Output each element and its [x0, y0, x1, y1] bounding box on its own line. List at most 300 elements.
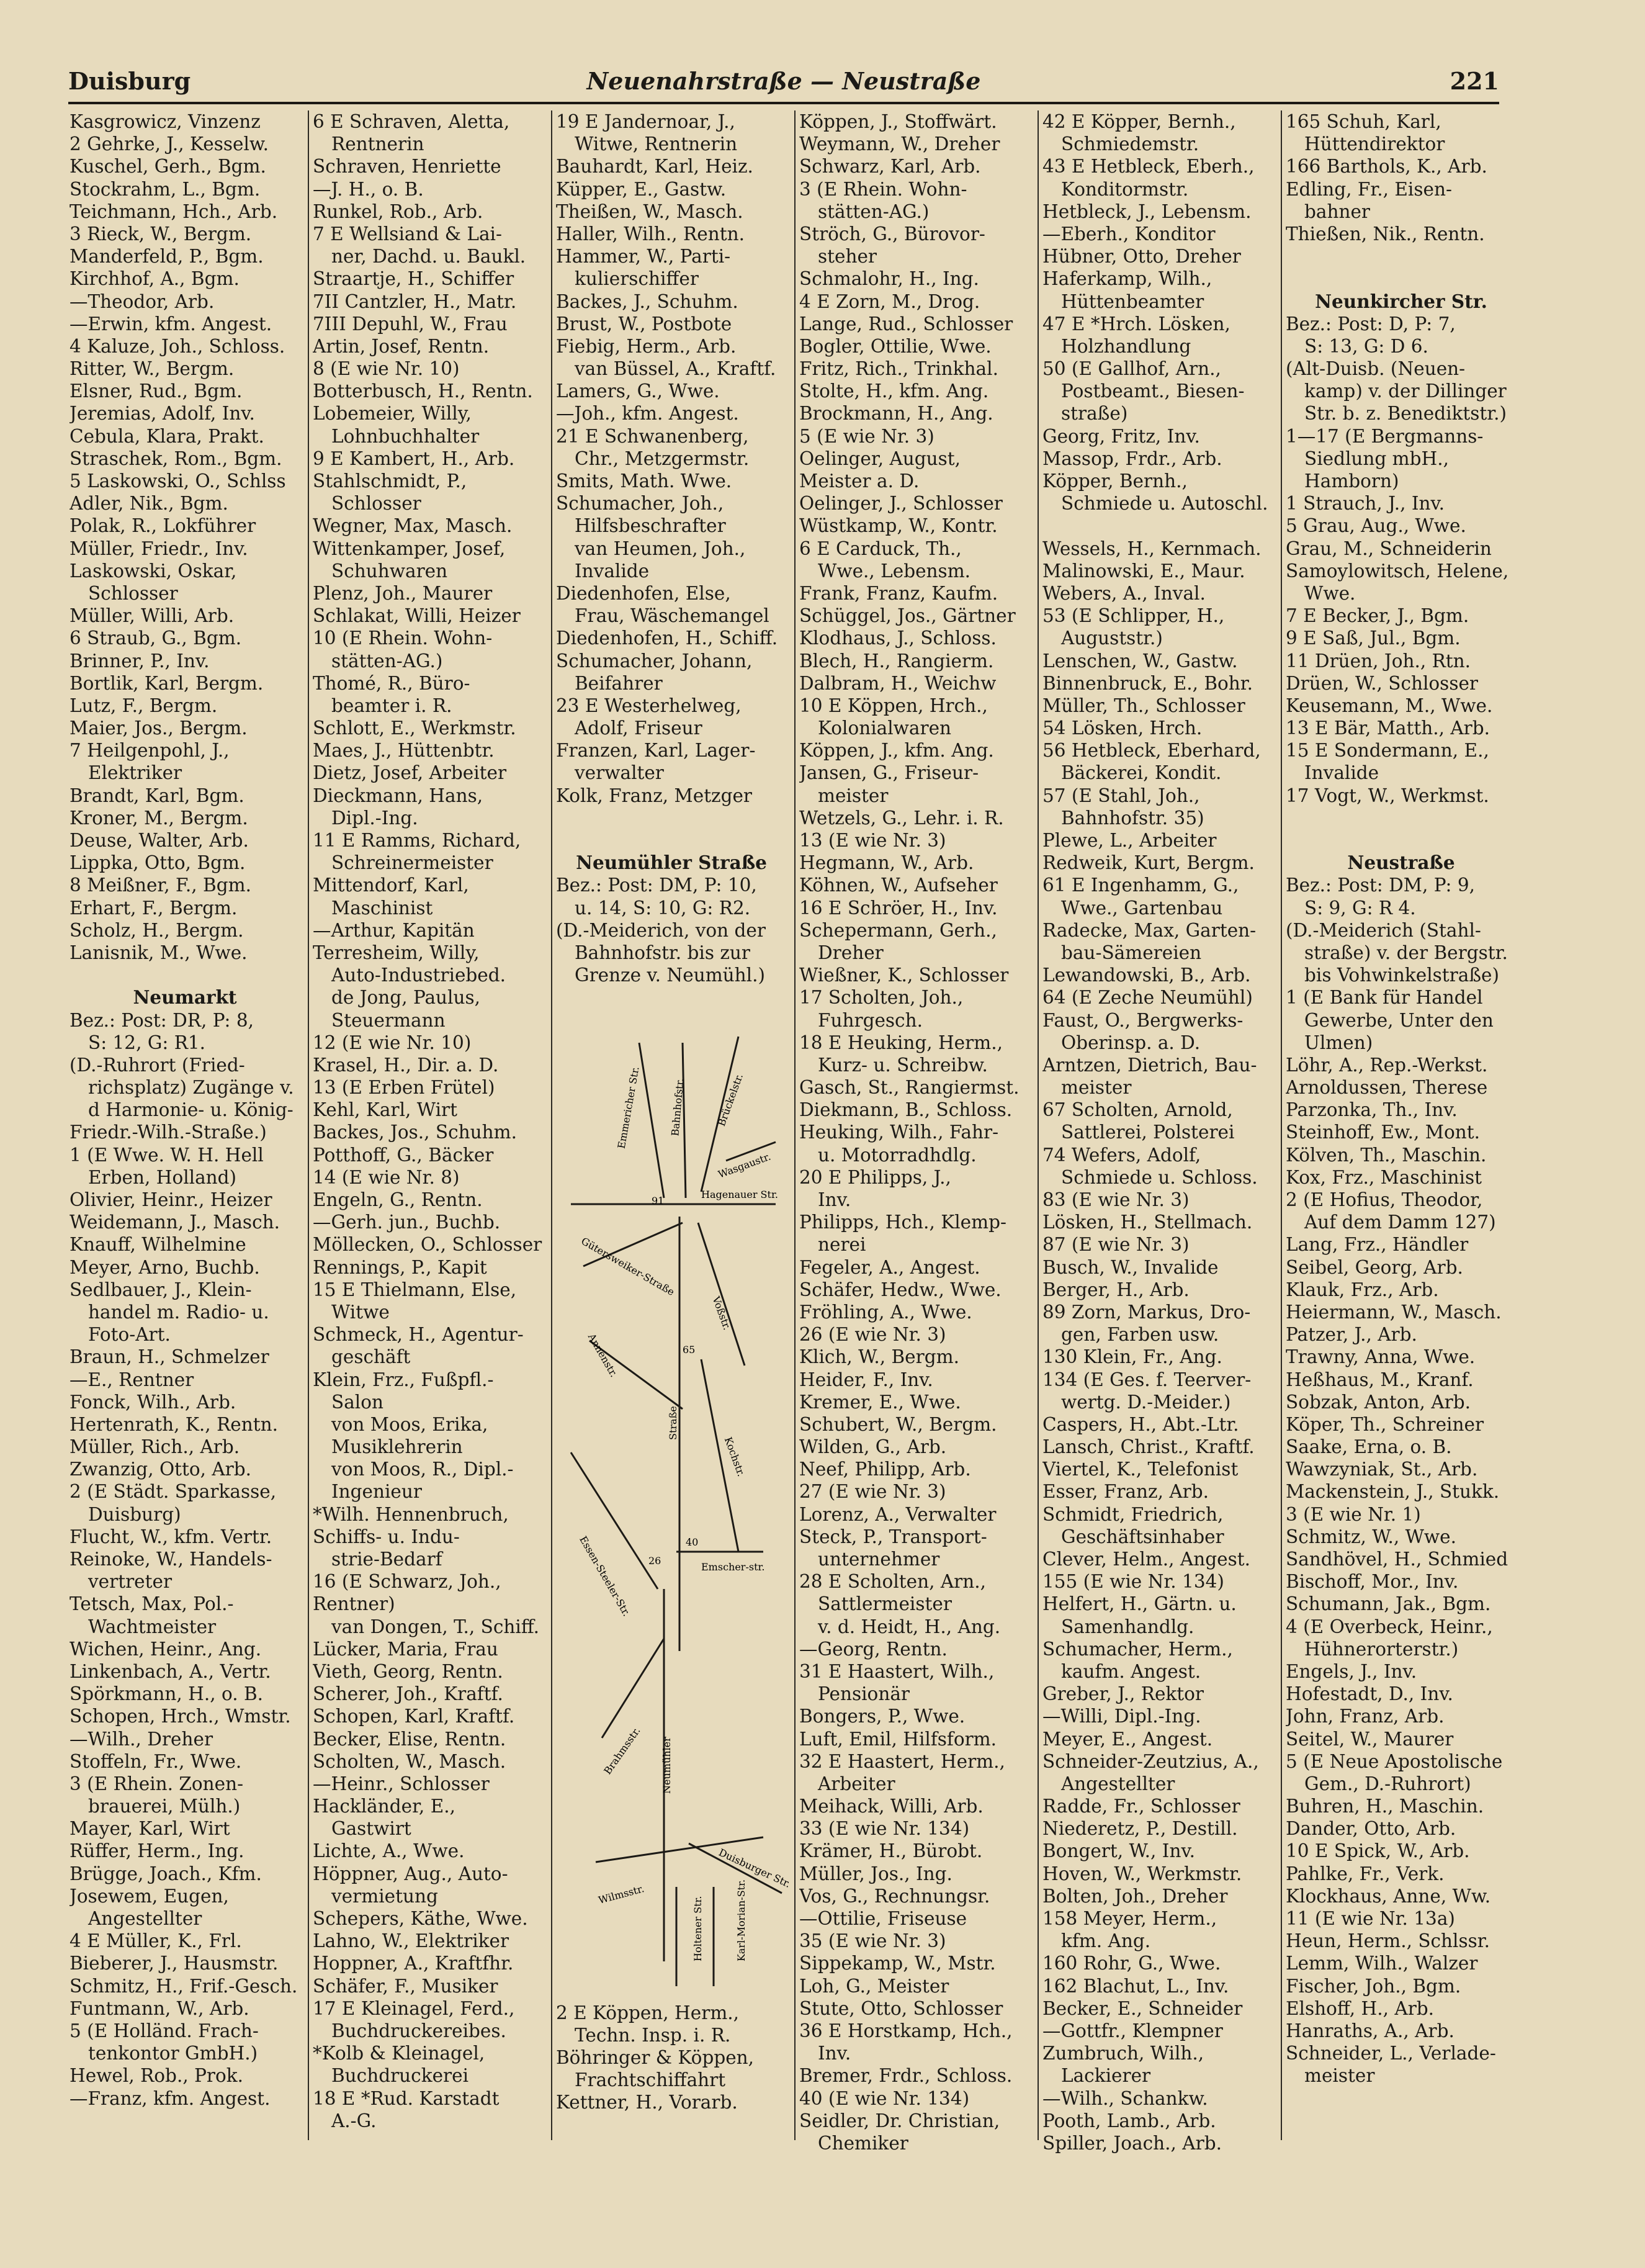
directory-entry: Sobzak, Anton, Arb.: [1286, 1391, 1471, 1413]
column-6: [1286, 110, 1517, 2087]
directory-entry: strie-Bedarf: [331, 1549, 442, 1570]
directory-entry: Radecke, Max, Garten-: [1042, 919, 1257, 941]
directory-entry: Buhren, H., Maschin.: [1286, 1796, 1484, 1817]
directory-entry: —J. H., o. B.: [313, 178, 424, 200]
directory-entry: 7 Heilgenpohl, J.,: [69, 740, 230, 762]
directory-entry: Mittendorf, Karl,: [313, 875, 469, 896]
directory-entry: kulierschiffer: [575, 268, 699, 290]
directory-entry: 4 E Zorn, M., Drog.: [799, 290, 980, 312]
column-divider: [1038, 110, 1039, 2140]
directory-entry: Straschek, Rom., Bgm.: [69, 448, 282, 469]
directory-entry: 11 Drüen, Joh., Rtn.: [1286, 650, 1471, 672]
directory-entry: Plewe, L., Arbeiter: [1042, 830, 1217, 851]
directory-entry: Stockrahm, L., Bgm.: [69, 178, 261, 200]
directory-entry: Meyer, Arno, Buchb.: [69, 1256, 260, 1278]
directory-entry: 5 Laskowski, O., Schlss: [69, 470, 286, 492]
directory-entry: Sippekamp, W., Mstr.: [799, 1953, 996, 1974]
directory-entry: Brockmann, H., Ang.: [799, 403, 993, 425]
directory-entry: Krasel, H., Dir. a. D.: [313, 1054, 499, 1076]
directory-entry: 27 (E wie Nr. 3): [799, 1481, 946, 1503]
directory-entry: Müller, Rich., Arb.: [69, 1436, 240, 1458]
directory-entry: —Georg, Rentn.: [799, 1638, 948, 1660]
directory-entry: Schlott, E., Werkmstr.: [313, 718, 516, 739]
directory-entry: Smits, Math. Wwe.: [556, 470, 732, 492]
directory-entry: ner, Dachd. u. Baukl.: [331, 246, 526, 268]
directory-entry: Rüffer, Herm., Ing.: [69, 1840, 244, 1862]
spacer: [69, 964, 300, 986]
directory-entry: 4 E Müller, K., Frl.: [69, 1930, 242, 1952]
directory-entry: Lippka, Otto, Bgm.: [69, 852, 246, 874]
directory-entry: meister: [1304, 2065, 1375, 2087]
directory-entry: Hofestadt, D., Inv.: [1286, 1683, 1453, 1705]
map-label: Voßstr.: [710, 1295, 733, 1332]
directory-entry: wertg. D.-Meider.): [1061, 1391, 1231, 1413]
directory-entry: d Harmonie- u. König-: [88, 1099, 294, 1121]
directory-entry: Kettner, H., Vorarb.: [556, 2092, 738, 2113]
directory-entry: Pensionär: [818, 1683, 910, 1705]
directory-entry: Lamers, G., Wwe.: [556, 380, 720, 402]
directory-entry: 3 Rieck, W., Bergm.: [69, 223, 252, 245]
directory-entry: Josewem, Eugen,: [69, 1885, 229, 1907]
directory-entry: kaufm. Angest.: [1061, 1660, 1201, 1682]
directory-entry: Mayer, Karl, Wirt: [69, 1818, 230, 1840]
directory-entry: Pooth, Lamb., Arb.: [1042, 2110, 1216, 2131]
directory-entry: Theißen, W., Masch.: [556, 200, 743, 222]
directory-entry: Hamborn): [1304, 470, 1399, 492]
directory-entry: meister: [818, 785, 889, 806]
directory-entry: Beifahrer: [575, 672, 663, 694]
directory-entry: Bez.: Post: D, P: 7,: [1286, 313, 1456, 335]
directory-entry: Knauff, Wilhelmine: [69, 1234, 246, 1256]
directory-entry: Postbeamt., Biesen-: [1061, 380, 1245, 402]
column-divider: [1281, 110, 1282, 2140]
directory-entry: 61 E Ingenhamm, G.,: [1042, 875, 1239, 896]
directory-entry: Ströch, G., Bürovor-: [799, 223, 985, 245]
directory-entry: Philipps, Hch., Klemp-: [799, 1212, 1006, 1233]
directory-entry: Lösken, H., Stellmach.: [1042, 1212, 1253, 1233]
directory-entry: Schneider-Zeutzius, A.,: [1042, 1750, 1259, 1772]
directory-entry: 50 (E Gallhof, Arn.,: [1042, 358, 1221, 380]
directory-entry: Techn. Insp. i. R.: [575, 2024, 731, 2046]
directory-entry: 166 Barthols, K., Arb.: [1286, 156, 1487, 178]
directory-entry: Klodhaus, J., Schloss.: [799, 628, 997, 649]
directory-entry: Frachtschiffahrt: [575, 2069, 726, 2091]
directory-entry: Kroner, M., Bergm.: [69, 807, 248, 829]
map-label: Brahmsstr.: [601, 1725, 643, 1777]
directory-entry: 10 E Spick, W., Arb.: [1286, 1840, 1470, 1862]
directory-entry: Terresheim, Willy,: [313, 942, 480, 963]
directory-entry: Ulmen): [1304, 1032, 1373, 1053]
map-label: Emscher-str.: [701, 1561, 765, 1573]
directory-entry: (D.-Meiderich (Stahl-: [1286, 919, 1481, 941]
directory-entry: Backes, Jos., Schuhm.: [313, 1122, 517, 1143]
directory-entry: stätten-AG.): [331, 650, 443, 672]
directory-entry: —Arthur, Kapitän: [313, 919, 475, 941]
map-number: 65: [683, 1344, 696, 1356]
directory-entry: 4 Kaluze, Joh., Schloss.: [69, 335, 285, 357]
directory-entry: Bäckerei, Kondit.: [1061, 762, 1222, 784]
directory-entry: Drüen, W., Schlosser: [1286, 672, 1479, 694]
directory-entry: 162 Blachut, L., Inv.: [1042, 1975, 1229, 1997]
directory-entry: Holzhandlung: [1061, 335, 1191, 357]
directory-entry: 1 (E Bank für Handel: [1286, 987, 1483, 1009]
directory-entry: Wüstkamp, W., Kontr.: [799, 515, 998, 537]
directory-entry: Fuhrgesch.: [818, 1009, 923, 1031]
directory-entry: Geschäftsinhaber: [1061, 1526, 1224, 1547]
directory-entry: Stolte, H., kfm. Ang.: [799, 380, 989, 402]
directory-entry: Gasch, St., Rangiermst.: [799, 1077, 1020, 1099]
directory-entry: Braun, H., Schmelzer: [69, 1346, 269, 1368]
directory-entry: Oberinsp. a. D.: [1061, 1032, 1201, 1053]
spacer: [1286, 245, 1517, 268]
directory-entry: Arntzen, Dietrich, Bau-: [1042, 1054, 1257, 1076]
directory-entry: Helfert, H., Gärtn. u.: [1042, 1593, 1237, 1615]
directory-entry: 36 E Horstkamp, Hch.,: [799, 2020, 1013, 2041]
directory-entry: Lutz, F., Bergm.: [69, 695, 218, 716]
directory-entry: Schuhwaren: [331, 560, 448, 582]
directory-entry: Kehl, Karl, Wirt: [313, 1099, 458, 1121]
directory-entry: Adolf, Friseur: [575, 718, 702, 739]
directory-entry: Meyer, E., Angest.: [1042, 1728, 1213, 1750]
directory-entry: Auto-Industriebed.: [331, 965, 506, 986]
directory-entry: Hammer, W., Parti-: [556, 246, 731, 268]
directory-entry: Lange, Rud., Schlosser: [799, 313, 1013, 335]
directory-entry: S: 13, G: D 6.: [1304, 335, 1428, 357]
directory-entry: Reinoke, W., Handels-: [69, 1549, 272, 1570]
directory-entry: Siedlung mbH.,: [1304, 448, 1450, 469]
directory-entry: Engels, J., Inv.: [1286, 1660, 1417, 1682]
directory-entry: Brust, W., Postbote: [556, 313, 732, 335]
directory-entry: Bauhardt, Karl, Heiz.: [556, 156, 753, 178]
directory-entry: Parzonka, Th., Inv.: [1286, 1099, 1458, 1121]
directory-entry: Franzen, Karl, Lager-: [556, 740, 756, 762]
directory-entry: Müller, Willi, Arb.: [69, 605, 235, 627]
directory-entry: 42 E Köpper, Bernh.,: [1042, 111, 1236, 132]
directory-entry: Clever, Helm., Angest.: [1042, 1549, 1250, 1570]
directory-entry: 1 Strauch, J., Inv.: [1286, 493, 1445, 515]
directory-entry: Schubert, W., Bergm.: [799, 1413, 997, 1435]
directory-entry: Blech, H., Rangierm.: [799, 650, 994, 672]
street-heading: Neustraße: [1347, 852, 1455, 874]
directory-entry: Wilden, G., Arb.: [799, 1436, 947, 1458]
directory-entry: Botterbusch, H., Rentn.: [313, 380, 533, 402]
directory-entry: Weymann, W., Dreher: [799, 133, 1000, 155]
directory-entry: Seibel, Georg, Arb.: [1286, 1256, 1463, 1278]
directory-entry: Schreinermeister: [331, 852, 493, 874]
directory-entry: Manderfeld, P., Bgm.: [69, 246, 264, 268]
directory-entry: (D.-Ruhrort (Fried-: [69, 1054, 245, 1076]
map-label: Bahnhofstr.: [669, 1078, 686, 1137]
directory-entry: Schmidt, Friedrich,: [1042, 1503, 1224, 1525]
directory-entry: Maschinist: [331, 897, 433, 919]
column-divider: [551, 110, 552, 2140]
directory-entry: Rentnerin: [331, 133, 424, 155]
directory-entry: Lang, Frz., Händler: [1286, 1234, 1469, 1256]
directory-entry: 53 (E Schlipper, H.,: [1042, 605, 1225, 627]
directory-entry: Lansch, Christ., Kraftf.: [1042, 1436, 1255, 1458]
directory-entry: Hoven, W., Werkmstr.: [1042, 1863, 1242, 1884]
header-streets: Neuenahrstraße — Neustraße: [586, 67, 981, 95]
directory-entry: 3 (E Rhein. Wohn-: [799, 178, 967, 200]
directory-entry: 5 (E Holländ. Frach-: [69, 2020, 259, 2041]
spacer: [1286, 268, 1517, 290]
page-header: [68, 65, 1499, 104]
directory-entry: Kolk, Franz, Metzger: [556, 785, 753, 806]
directory-entry: Schmiede u. Schloss.: [1061, 1166, 1258, 1188]
directory-entry: Diedenhofen, H., Schiff.: [556, 628, 778, 649]
directory-entry: Becker, Elise, Rentn.: [313, 1728, 506, 1750]
directory-entry: 47 E *Hrch. Lösken,: [1042, 313, 1230, 335]
directory-entry: Wawzyniak, St., Arb.: [1286, 1459, 1478, 1480]
directory-entry: Georg, Fritz, Inv.: [1042, 425, 1200, 447]
directory-entry: vermietung: [331, 1885, 438, 1907]
directory-entry: Gewerbe, Unter den: [1304, 1009, 1494, 1031]
map-label: Neumühler: [661, 1737, 673, 1794]
directory-entry: Esser, Franz, Arb.: [1042, 1481, 1209, 1503]
directory-entry: Schwarz, Karl, Arb.: [799, 156, 981, 178]
directory-entry: Schäfer, Hedw., Wwe.: [799, 1279, 1002, 1300]
directory-entry: Witwe, Rentnerin: [575, 133, 738, 155]
directory-entry: Musiklehrerin: [331, 1436, 463, 1458]
directory-entry: Sattlermeister: [818, 1593, 952, 1615]
directory-entry: Fiebig, Herm., Arb.: [556, 335, 737, 357]
directory-entry: 8 (E wie Nr. 10): [313, 358, 460, 380]
directory-entry: 134 (E Ges. f. Teerver-: [1042, 1369, 1252, 1390]
directory-entry: 54 Lösken, Hrch.: [1042, 718, 1203, 739]
directory-entry: Schmitz, H., Frif.-Gesch.: [69, 1975, 298, 1997]
directory-entry: Olivier, Heinr., Heizer: [69, 1189, 272, 1210]
directory-entry: 83 (E wie Nr. 3): [1042, 1189, 1190, 1210]
directory-entry: Invalide: [1304, 762, 1379, 784]
directory-entry: 14 (E wie Nr. 8): [313, 1166, 460, 1188]
directory-entry: —Joh., kfm. Angest.: [556, 403, 739, 425]
directory-entry: straße): [1061, 403, 1128, 425]
directory-entry: Brinner, P., Inv.: [69, 650, 210, 672]
directory-entry: Stahlschmidt, P.,: [313, 470, 467, 492]
directory-entry: Lackierer: [1061, 2065, 1151, 2087]
directory-entry: Schmiedemstr.: [1061, 133, 1199, 155]
directory-entry: Schlakat, Willi, Heizer: [313, 605, 521, 627]
directory-entry: Schmeck, H., Agentur-: [313, 1324, 524, 1346]
directory-entry: Schopen, Karl, Kraftf.: [313, 1706, 515, 1727]
directory-entry: Kolonialwaren: [818, 718, 952, 739]
directory-entry: Klich, W., Bergm.: [799, 1346, 959, 1368]
directory-entry: Angestellter: [88, 1908, 202, 1929]
directory-entry: Radde, Fr., Schlosser: [1042, 1796, 1240, 1817]
directory-entry: Vieth, Georg, Rentn.: [313, 1660, 503, 1682]
spacer: [556, 829, 787, 852]
directory-entry: Schlosser: [88, 582, 178, 604]
directory-entry: v. d. Heidt, H., Ang.: [818, 1616, 1001, 1637]
directory-entry: 5 (E Neue Apostolische: [1286, 1750, 1503, 1772]
directory-entry: —Gerh. jun., Buchb.: [313, 1212, 501, 1233]
directory-entry: Arbeiter: [818, 1773, 895, 1794]
directory-entry: Adler, Nik., Bgm.: [69, 493, 228, 515]
directory-entry: Malinowski, E., Maur.: [1042, 560, 1245, 582]
directory-entry: Wetzels, G., Lehr. i. R.: [799, 807, 1004, 829]
header-page-number: 221: [1450, 67, 1499, 95]
directory-entry: Oelinger, August,: [799, 448, 961, 469]
directory-entry: Webers, A., Inval.: [1042, 582, 1206, 604]
directory-entry: 2 (E Hofius, Theodor,: [1286, 1189, 1483, 1210]
directory-entry: Bongert, W., Inv.: [1042, 1840, 1195, 1862]
directory-entry: Inv.: [818, 1189, 851, 1210]
directory-entry: Schumacher, Johann,: [556, 650, 753, 672]
directory-entry: 15 E Sondermann, E.,: [1286, 740, 1489, 762]
directory-entry: 18 E Heuking, Herm.,: [799, 1032, 1003, 1053]
directory-entry: Maes, J., Hüttenbtr.: [313, 740, 495, 762]
directory-entry: u. 14, S: 10, G: R2.: [575, 897, 751, 919]
directory-entry: Lewandowski, B., Arb.: [1042, 965, 1251, 986]
directory-entry: Kasgrowicz, Vinzenz: [69, 111, 261, 132]
directory-entry: Höppner, Aug., Auto-: [313, 1863, 508, 1884]
map-label: Straße: [667, 1406, 679, 1440]
directory-entry: 2 Gehrke, J., Kesselw.: [69, 133, 269, 155]
directory-entry: Auf dem Damm 127): [1304, 1212, 1496, 1233]
directory-entry: nerei: [818, 1234, 866, 1256]
directory-entry: Erben, Holland): [88, 1166, 237, 1188]
directory-entry: Becker, E., Schneider: [1042, 1997, 1243, 2019]
directory-entry: 20 E Philipps, J.,: [799, 1166, 951, 1188]
directory-entry: Schepermann, Gerh.,: [799, 919, 997, 941]
directory-entry: 33 (E wie Nr. 134): [799, 1818, 970, 1840]
directory-entry: Steuermann: [331, 1009, 446, 1031]
directory-entry: 160 Rohr, G., Wwe.: [1042, 1953, 1221, 1974]
directory-entry: 11 (E wie Nr. 13a): [1286, 1908, 1455, 1929]
directory-entry: Dipl.-Ing.: [331, 807, 418, 829]
directory-entry: Hegmann, W., Arb.: [799, 852, 974, 874]
directory-entry: bis Vohwinkelstraße): [1304, 965, 1499, 986]
spacer: [556, 807, 787, 829]
directory-entry: Meister a. D.: [799, 470, 920, 492]
directory-entry: 2 E Köppen, Herm.,: [556, 2002, 740, 2023]
directory-entry: Fröhling, A., Wwe.: [799, 1301, 972, 1323]
directory-entry: Wwe., Gartenbau: [1061, 897, 1223, 919]
directory-entry: Wwe., Lebensm.: [818, 560, 971, 582]
map-label: Essen-Steeler-Str.: [577, 1534, 633, 1619]
directory-entry: Diekmann, B., Schloss.: [799, 1099, 1013, 1121]
directory-entry: Lahno, W., Elektriker: [313, 1930, 509, 1952]
directory-entry: Gastwirt: [331, 1818, 411, 1840]
directory-entry: 74 Wefers, Adolf,: [1042, 1144, 1201, 1166]
directory-entry: Grenze v. Neumühl.): [575, 965, 765, 986]
spacer: [1286, 829, 1517, 852]
directory-entry: Köppen, J., Stoffwärt.: [799, 111, 997, 132]
directory-entry: Bogler, Ottilie, Wwe.: [799, 335, 992, 357]
directory-entry: Loh, G., Meister: [799, 1975, 949, 1997]
directory-entry: u. Motorradhdlg.: [818, 1144, 977, 1166]
directory-entry: Zwanzig, Otto, Arb.: [69, 1459, 252, 1480]
directory-entry: Lenschen, W., Gastw.: [1042, 650, 1238, 672]
spacer: [1042, 515, 1273, 537]
directory-entry: Angestellter: [1061, 1773, 1175, 1794]
directory-entry: 35 (E wie Nr. 3): [799, 1930, 946, 1952]
directory-entry: geschäft: [331, 1346, 411, 1368]
directory-entry: Haller, Wilh., Rentn.: [556, 223, 745, 245]
directory-entry: 165 Schuh, Karl,: [1286, 111, 1441, 132]
directory-entry: kamp) v. der Dillinger: [1304, 380, 1507, 402]
directory-entry: Trawny, Anna, Wwe.: [1286, 1346, 1476, 1368]
directory-entry: Wachtmeister: [88, 1616, 217, 1637]
directory-entry: Witwe: [331, 1301, 390, 1323]
directory-entry: 31 E Haastert, Wilh.,: [799, 1660, 995, 1682]
directory-entry: Laskowski, Oskar,: [69, 560, 237, 582]
directory-entry: Seidler, Dr. Christian,: [799, 2110, 1000, 2131]
directory-entry: Seitel, W., Maurer: [1286, 1728, 1454, 1750]
directory-entry: 6 Straub, G., Bgm.: [69, 628, 242, 649]
directory-entry: von Moos, R., Dipl.-: [331, 1459, 514, 1480]
column-5: [1042, 110, 1273, 2154]
directory-entry: Saake, Erna, o. B.: [1286, 1436, 1452, 1458]
directory-entry: Sandhövel, H., Schmied: [1286, 1549, 1508, 1570]
directory-entry: unternehmer: [818, 1549, 940, 1570]
directory-entry: Artin, Josef, Rentn.: [313, 335, 490, 357]
directory-entry: —Willi, Dipl.-Ing.: [1042, 1706, 1201, 1727]
directory-entry: Polak, R., Lokführer: [69, 515, 256, 537]
directory-entry: 7II Cantzler, H., Matr.: [313, 290, 517, 312]
directory-entry: Elsner, Rud., Bgm.: [69, 380, 243, 402]
directory-entry: Heun, Herm., Schlssr.: [1286, 1930, 1490, 1952]
directory-entry: Samoylowitsch, Helene,: [1286, 560, 1509, 582]
directory-entry: Kuschel, Gerh., Bgm.: [69, 156, 266, 178]
directory-entry: Busch, W., Invalide: [1042, 1256, 1219, 1278]
directory-entry: Dreher: [818, 942, 884, 963]
directory-entry: Thomé, R., Büro-: [313, 672, 470, 694]
directory-entry: van Büssel, A., Kraftf.: [575, 358, 776, 380]
directory-entry: 89 Zorn, Markus, Dro-: [1042, 1301, 1251, 1323]
directory-entry: Viertel, K., Telefonist: [1042, 1459, 1239, 1480]
directory-entry: bau-Sämereien: [1061, 942, 1202, 963]
directory-entry: Klein, Frz., Fußpfl.-: [313, 1369, 494, 1390]
directory-entry: 4 (E Overbeck, Heinr.,: [1286, 1616, 1493, 1637]
directory-entry: Bolten, Joh., Dreher: [1042, 1885, 1228, 1907]
directory-entry: 1 (E Wwe. W. H. Hell: [69, 1144, 264, 1166]
directory-entry: Straartje, H., Schiffer: [313, 268, 514, 290]
directory-entry: *Kolb & Kleinagel,: [313, 2043, 485, 2064]
directory-entry: Sattlerei, Polsterei: [1061, 1122, 1235, 1143]
directory-entry: Frau, Wäschemangel: [575, 605, 769, 627]
directory-entry: Linkenbach, A., Vertr.: [69, 1660, 271, 1682]
directory-entry: Keusemann, M., Wwe.: [1286, 695, 1493, 716]
map-label: Brückelstr.: [715, 1072, 746, 1128]
directory-entry: —E., Rentner: [69, 1369, 194, 1390]
directory-entry: Schopen, Hrch., Wmstr.: [69, 1706, 291, 1727]
directory-entry: Chemiker: [818, 2132, 908, 2154]
map-label: Duisburger Str.: [717, 1846, 789, 1890]
column-1: [69, 110, 300, 2110]
directory-entry: Sedlbauer, J., Klein-: [69, 1279, 252, 1300]
directory-entry: —Wilh., Dreher: [69, 1728, 213, 1750]
directory-entry: (Alt-Duisb. (Neuen-: [1286, 358, 1466, 380]
directory-entry: A.-G.: [331, 2110, 377, 2131]
directory-entry: Schumacher, Herm.,: [1042, 1638, 1233, 1660]
directory-entry: Faust, O., Bergwerks-: [1042, 1009, 1244, 1031]
directory-entry: Müller, Jos., Ing.: [799, 1863, 952, 1884]
directory-entry: 9 E Kambert, H., Arb.: [313, 448, 515, 469]
map-label: Wasgaustr.: [716, 1150, 773, 1181]
directory-entry: 9 E Saß, Jul., Bgm.: [1286, 628, 1461, 649]
directory-entry: 16 E Schröer, H., Inv.: [799, 897, 998, 919]
directory-entry: Patzer, J., Arb.: [1286, 1324, 1417, 1346]
directory-entry: Wittenkamper, Josef,: [313, 538, 506, 559]
directory-entry: Spiller, Joach., Arb.: [1042, 2132, 1222, 2154]
directory-entry: Caspers, H., Abt.-Ltr.: [1042, 1413, 1239, 1435]
directory-entry: Hilfsbeschrafter: [575, 515, 726, 537]
directory-entry: Ingenieur: [331, 1481, 422, 1503]
directory-entry: 67 Scholten, Arnold,: [1042, 1099, 1233, 1121]
directory-entry: Binnenbruck, E., Bohr.: [1042, 672, 1253, 694]
directory-entry: Bez.: Post: DM, P: 10,: [556, 875, 757, 896]
